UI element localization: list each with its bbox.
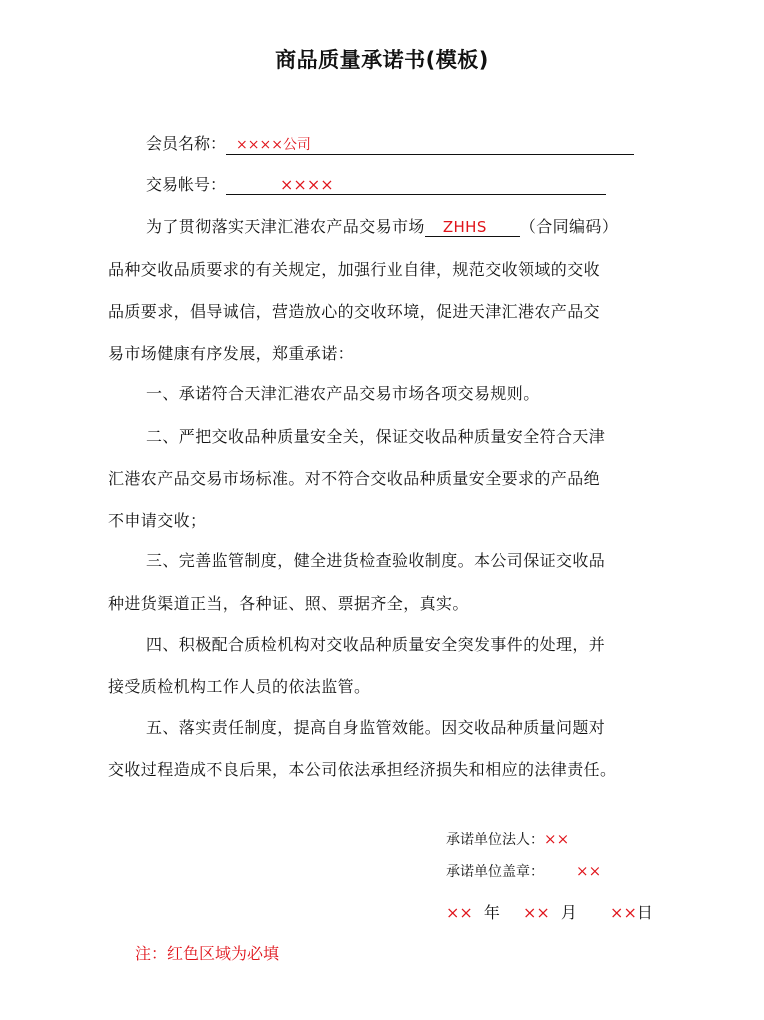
account-value: ×××× [280, 175, 334, 194]
seal-row [446, 861, 601, 881]
intro-line-3: 品质要求，倡导诚信，营造放心的交收环境，促进天津汇港农产品交 [108, 302, 601, 321]
year-label: 年 [483, 903, 500, 922]
document-title: 商品质量承诺书(模板) [275, 48, 489, 72]
month-label: 月 [560, 903, 577, 922]
item-two-line-2: 汇港农产品交易市场标准。对不符合交收品种质量安全要求的产品绝 [108, 469, 601, 488]
seal-label: 承诺单位盖章： [446, 864, 544, 880]
account-label: 交易帐号： [146, 175, 227, 194]
day-value[interactable]: ×× [610, 903, 637, 922]
member-name-label: 会员名称： [146, 134, 227, 153]
member-name-row [146, 131, 634, 155]
item-four-line-2: 接受质检机构工作人员的依法监管。 [108, 677, 371, 696]
member-name-field[interactable] [236, 134, 634, 155]
item-two-line-3: 不申请交收； [108, 511, 207, 530]
item-five-line-1: 五、落实责任制度，提高自身监管效能。因交收品种质量问题对 [146, 718, 606, 737]
intro-part1: 为了贯彻落实天津汇港农产品交易市场 [146, 217, 425, 236]
item-three-line-2: 种进货渠道正当，各种证、照、票据齐全，真实。 [108, 594, 469, 613]
item-three-line-1: 三、完善监管制度，健全进货检查验收制度。本公司保证交收品 [146, 551, 606, 570]
contract-code-value: ZHHS [442, 218, 487, 236]
month-value[interactable]: ×× [523, 903, 550, 922]
intro-line-2: 品种交收品质要求的有关规定，加强行业自律，规范交收领域的交收 [108, 260, 601, 279]
account-field[interactable] [226, 175, 606, 195]
day-label: 日 [636, 903, 653, 922]
account-row [146, 172, 606, 195]
intro-line-1 [146, 214, 618, 237]
item-two-line-1: 二、严把交收品种质量安全关，保证交收品种质量安全符合天津 [146, 427, 606, 446]
legal-person-value[interactable]: ×× [544, 830, 570, 848]
intro-line-4: 易市场健康有序发展，郑重承诺： [108, 344, 355, 363]
legal-person-label: 承诺单位法人： [446, 832, 544, 848]
item-four-line-1: 四、积极配合质检机构对交收品种质量安全突发事件的处理，并 [146, 635, 606, 654]
date-row [446, 900, 653, 923]
member-name-lead-line [226, 136, 236, 155]
contract-code-field[interactable] [425, 217, 520, 237]
member-name-value: ××××公司 [236, 137, 311, 153]
required-note: 注：红色区域为必填 [135, 944, 280, 963]
item-five-line-2: 交收过程造成不良后果，本公司依法承担经济损失和相应的法律责任。 [108, 760, 617, 779]
year-value[interactable]: ×× [446, 903, 473, 922]
item-one: 一、承诺符合天津汇港农产品交易市场各项交易规则。 [146, 384, 540, 403]
seal-value[interactable]: ×× [576, 862, 602, 880]
legal-person-row [446, 829, 569, 849]
intro-part2: （合同编码） [519, 217, 619, 236]
